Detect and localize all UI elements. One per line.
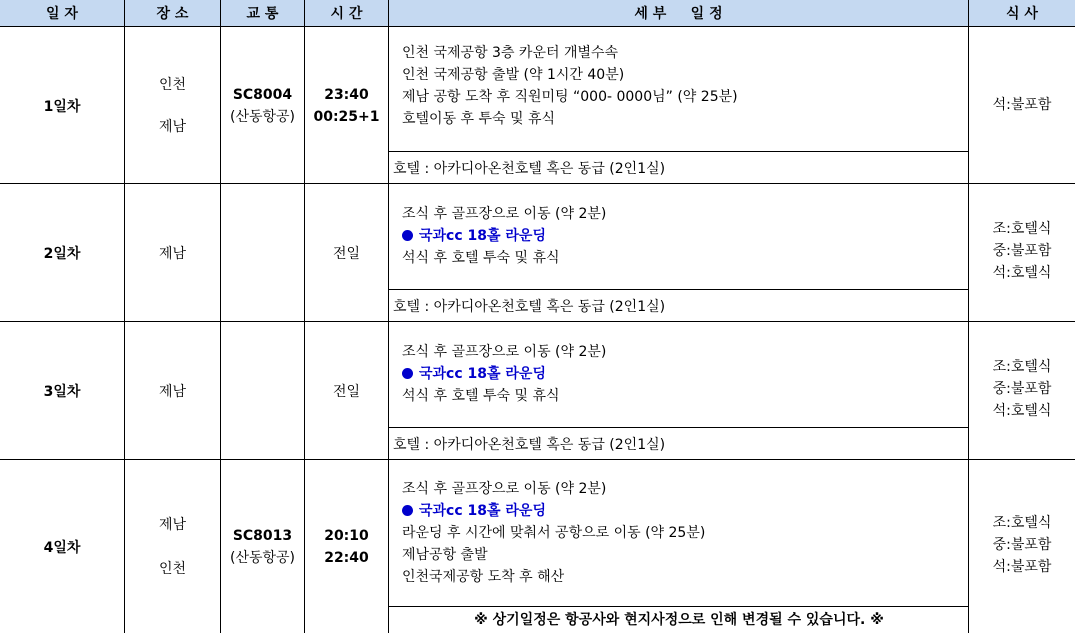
round-item	[402, 500, 705, 522]
place-name: 인천	[158, 560, 187, 577]
airline-name: (산동항공)	[229, 549, 296, 566]
blue-dot-icon	[402, 230, 413, 241]
schedule-item: 석식 후 호텔 투숙 및 휴식	[402, 388, 560, 404]
schedule-list	[402, 341, 606, 407]
departure-time: 23:40	[324, 86, 369, 103]
round-text: 국과cc 18홀 라운딩	[419, 503, 546, 519]
hotel-info: 호텔 : 아카디아온천호텔 혹은 동급 (2인1실)	[393, 161, 666, 177]
meals-cell	[969, 218, 1075, 284]
schedule-item: 인천 국제공항 출발 (약 1시간 40분)	[402, 67, 625, 83]
hotel-separator	[389, 151, 969, 152]
hotel-separator	[389, 289, 969, 290]
meals-cell	[969, 512, 1075, 578]
hotel-separator	[389, 427, 969, 428]
place-name: 제남	[158, 245, 187, 262]
day-label: 3일차	[43, 383, 81, 400]
meal-item: 중:불포함	[992, 243, 1052, 259]
header-day: 일 자	[0, 0, 125, 27]
time-text: 전일	[332, 245, 361, 262]
schedule-item: 인천국제공항 도착 후 해산	[402, 569, 565, 585]
time-cell	[305, 460, 388, 633]
meals-cell	[969, 356, 1075, 422]
blue-dot-icon	[402, 505, 413, 516]
place-name: 인천	[158, 76, 187, 93]
round-text: 국과cc 18홀 라운딩	[419, 228, 546, 244]
blue-dot-icon	[402, 368, 413, 379]
schedule-item: 라운딩 후 시간에 맞춰서 공항으로 이동 (약 25분)	[402, 525, 706, 541]
schedule-item: 제남공항 출발	[402, 547, 488, 563]
day-label: 1일차	[43, 98, 81, 115]
meal-item: 중:불포함	[992, 381, 1052, 397]
flight-number: SC8004	[232, 86, 293, 103]
airline-name: (산동항공)	[229, 108, 296, 125]
transport-cell	[221, 28, 304, 183]
schedule-list	[402, 478, 705, 588]
round-item	[402, 225, 606, 247]
place-cell	[125, 184, 220, 321]
time-cell	[305, 322, 388, 459]
schedule-list	[402, 42, 738, 130]
day-label: 2일차	[43, 245, 81, 262]
header-transport: 교 통	[221, 0, 305, 27]
schedule-change-notice: ※ 상기일정은 항공사와 현지사정으로 인해 변경될 수 있습니다. ※	[474, 612, 884, 628]
place-name: 제남	[158, 118, 187, 135]
place-cell	[125, 460, 220, 633]
schedule-item: 인천 국제공항 3층 카운터 개별수속	[402, 45, 619, 61]
day-label: 4일차	[43, 539, 81, 556]
schedule-item: 조식 후 골프장으로 이동 (약 2분)	[402, 481, 607, 497]
schedule-item: 제남 공항 도착 후 직원미팅 “000- 0000님” (약 25분)	[402, 89, 738, 105]
schedule-item: 조식 후 골프장으로 이동 (약 2분)	[402, 206, 607, 222]
place-cell	[125, 28, 220, 183]
place-name: 제남	[158, 516, 187, 533]
arrival-time: 00:25+1	[313, 108, 380, 125]
place-cell	[125, 322, 220, 459]
header-schedule: 세 부 일 정	[389, 0, 969, 27]
header-time: 시 간	[305, 0, 389, 27]
arrival-time: 22:40	[324, 549, 369, 566]
round-text: 국과cc 18홀 라운딩	[419, 366, 546, 382]
hotel-info: 호텔 : 아카디아온천호텔 혹은 동급 (2인1실)	[393, 299, 666, 315]
round-item	[402, 363, 606, 385]
flight-number: SC8013	[232, 527, 293, 544]
note-separator	[389, 606, 969, 607]
place-name: 제남	[158, 383, 187, 400]
meal-item: 중:불포함	[992, 537, 1052, 553]
time-cell	[305, 28, 388, 183]
meal-item: 석:불포함	[992, 559, 1052, 575]
grid-line	[388, 0, 389, 633]
schedule-list	[402, 203, 606, 269]
meal-item: 석:호텔식	[992, 265, 1052, 281]
schedule-item: 호텔이동 후 투숙 및 휴식	[402, 111, 556, 127]
header-meal: 식 사	[969, 0, 1075, 27]
meal-item: 석:불포함	[992, 97, 1052, 113]
time-text: 전일	[332, 383, 361, 400]
meal-item: 석:호텔식	[992, 403, 1052, 419]
time-cell	[305, 184, 388, 321]
meal-item: 조:호텔식	[992, 515, 1052, 531]
departure-time: 20:10	[324, 527, 369, 544]
hotel-info: 호텔 : 아카디아온천호텔 혹은 동급 (2인1실)	[393, 437, 666, 453]
header-place: 장 소	[125, 0, 221, 27]
schedule-item: 석식 후 호텔 투숙 및 휴식	[402, 250, 560, 266]
transport-cell	[221, 460, 304, 633]
meal-item: 조:호텔식	[992, 221, 1052, 237]
schedule-item: 조식 후 골프장으로 이동 (약 2분)	[402, 344, 607, 360]
meal-item: 조:호텔식	[992, 359, 1052, 375]
meals-cell	[969, 94, 1075, 116]
